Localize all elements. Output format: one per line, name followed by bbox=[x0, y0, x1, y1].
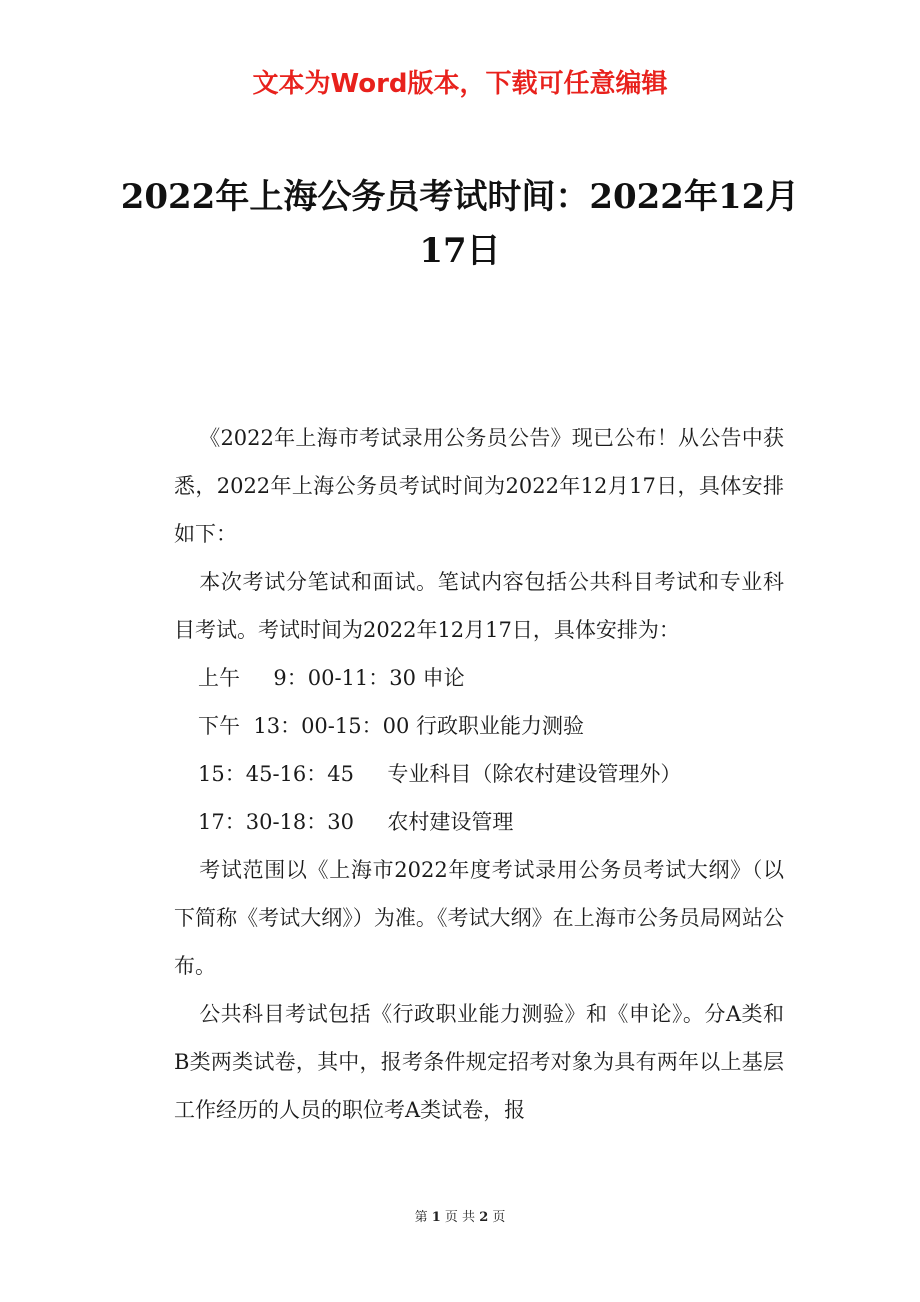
schedule-row-morning: 上午 9：00-11：30 申论 bbox=[198, 666, 465, 690]
footer-middle: 页 共 bbox=[444, 1210, 476, 1225]
footer-suffix: 页 bbox=[492, 1210, 506, 1225]
page-footer bbox=[0, 1206, 920, 1225]
paragraph-public-subjects: 公共科目考试包括《行政职业能力测验》和《申论》。分A类和B类两类试卷，其中，报考条件规定招考对象为具有两年以上基层工作经历的人员的职位考A类试卷，报 bbox=[174, 1002, 784, 1122]
download-banner: 文本为Word版本，下载可任意编辑 bbox=[252, 69, 668, 99]
footer-page-number: 1 bbox=[431, 1210, 441, 1225]
schedule-row-professional: 15：45-16：45 专业科目（除农村建设管理外） bbox=[198, 762, 682, 786]
paragraph-exam-scope: 考试范围以《上海市2022年度考试录用公务员考试大纲》（以下简称《考试大纲》）为准。《考试大纲》在上海市公务员局网站公布。 bbox=[174, 858, 784, 978]
article-body bbox=[174, 414, 784, 1134]
paragraph-exam-structure: 本次考试分笔试和面试。笔试内容包括公共科目考试和专业科目考试。考试时间为2022年12月17日，具体安排为： bbox=[174, 570, 784, 642]
schedule-row-afternoon: 下午 13：00-15：00 行政职业能力测验 bbox=[198, 714, 585, 738]
paragraph-announcement: 《2022年上海市考试录用公务员公告》现已公布！从公告中获悉，2022年上海公务员考试时间为2022年12月17日，具体安排如下： bbox=[174, 426, 784, 546]
footer-total-pages: 2 bbox=[479, 1210, 489, 1225]
footer-prefix: 第 bbox=[414, 1210, 428, 1225]
schedule-row-rural: 17：30-18：30 农村建设管理 bbox=[198, 810, 514, 834]
page-title: 2022年上海公务员考试时间：2022年12月17日 bbox=[120, 177, 800, 271]
